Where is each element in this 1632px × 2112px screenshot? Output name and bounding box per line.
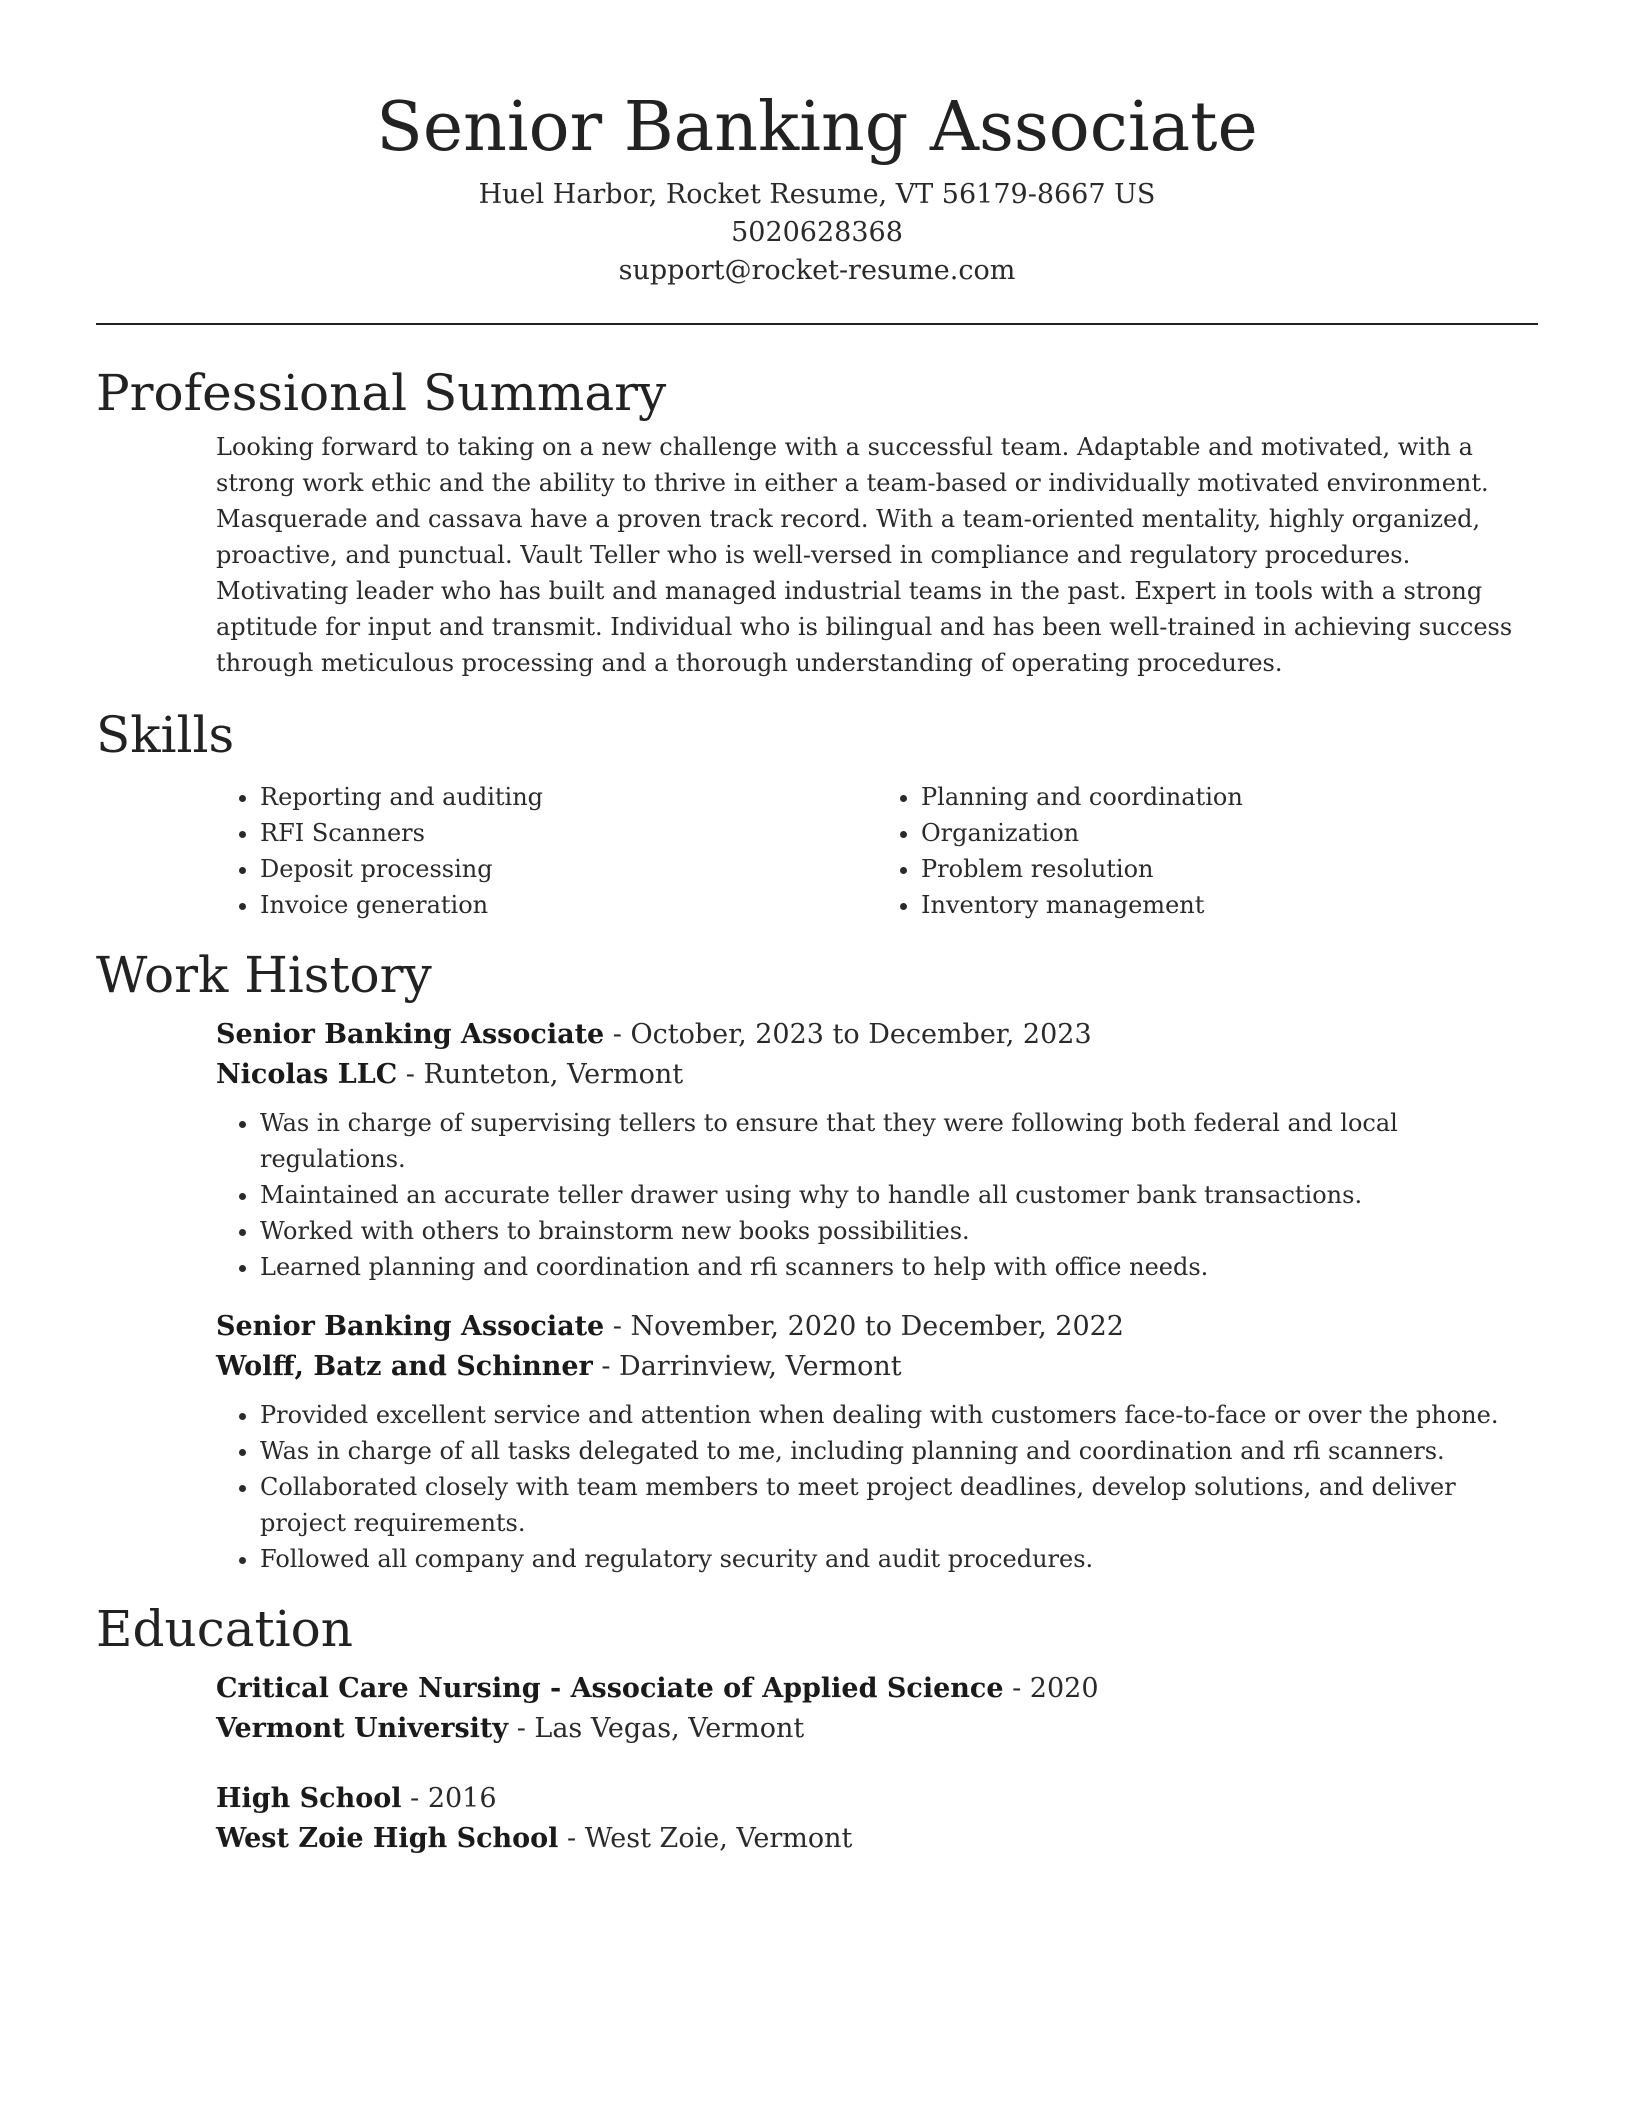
header-divider <box>96 323 1538 325</box>
email-address: support@rocket-resume.com <box>618 255 1016 286</box>
work-history-heading: Work History <box>96 946 432 1004</box>
job-bullet: • Provided excellent service and attention when dealing with customers face-to-face or over the phone. <box>260 1397 1538 1433</box>
job-bullets <box>216 1397 1538 1577</box>
address: Huel Harbor, Rocket Resume, VT 56179-8667 US <box>478 179 1156 210</box>
job-location: - Darrinview, Vermont <box>592 1351 902 1382</box>
education-school-line <box>216 1709 1538 1749</box>
skills-list <box>216 779 1538 923</box>
job-bullet: • Collaborated closely with team members to meet project deadlines, develop solutions, and deliver project requirements. <box>260 1469 1538 1541</box>
skill-item: • Problem resolution <box>921 851 1538 887</box>
education-entry <box>216 1779 1538 1859</box>
education-school: West Zoie High School <box>216 1823 559 1854</box>
job-company-line <box>216 1347 1538 1387</box>
job-company-line <box>216 1055 1538 1095</box>
education-year: - 2020 <box>1003 1673 1099 1704</box>
education-school-line <box>216 1819 1538 1859</box>
education-degree: Critical Care Nursing - Associate of Applied Science <box>216 1673 1004 1704</box>
skills-heading: Skills <box>96 706 235 764</box>
job-entry <box>216 1015 1538 1285</box>
education-location: - Las Vegas, Vermont <box>508 1713 805 1744</box>
education-degree-line <box>216 1669 1538 1709</box>
education-year: - 2016 <box>401 1783 497 1814</box>
job-dates: - November, 2020 to December, 2022 <box>604 1311 1124 1342</box>
job-bullet: • Was in charge of supervising tellers to ensure that they were following both federal and local regulations. <box>260 1105 1538 1177</box>
skill-item: • Inventory management <box>921 887 1538 923</box>
education-entry <box>216 1669 1538 1749</box>
job-bullet: • Maintained an accurate teller drawer using why to handle all customer bank transactions. <box>260 1177 1538 1213</box>
summary-text: Looking forward to taking on a new challenge with a successful team. Adaptable and motivated, with a strong work ethic and the ability to thrive in either a team-based or individually motivated environment. Masquerade and cassava have a proven track record. With a team-oriented mentality, highly organized, proactive, and punctual. Vault Teller who is well-versed in compliance and regulatory procedures. Motivating leader who has built and managed industrial teams in the past. Expert in tools with a strong aptitude for input and transmit. Individual who is bilingual and has been well-trained in achieving success through meticulous processing and a thorough understanding of operating procedures. <box>216 433 1513 677</box>
skill-item: • Planning and coordination <box>921 779 1538 815</box>
job-title-line <box>216 1307 1538 1347</box>
job-role: Senior Banking Associate <box>216 1311 605 1342</box>
education-degree-line <box>216 1779 1538 1819</box>
education-school: Vermont University <box>216 1713 509 1744</box>
skills-column-left <box>216 779 877 923</box>
job-title-line <box>216 1015 1538 1055</box>
skill-item: • Organization <box>921 815 1538 851</box>
skill-item: • Deposit processing <box>260 851 877 887</box>
job-bullet: • Was in charge of all tasks delegated to me, including planning and coordination and rfi scanners. <box>260 1433 1538 1469</box>
job-bullet: • Followed all company and regulatory security and audit procedures. <box>260 1541 1538 1577</box>
skills-column-right <box>877 779 1538 923</box>
phone-number: 5020628368 <box>731 217 903 248</box>
job-dates: - October, 2023 to December, 2023 <box>604 1019 1092 1050</box>
job-bullet: • Learned planning and coordination and rfi scanners to help with office needs. <box>260 1249 1538 1285</box>
skill-item: • Reporting and auditing <box>260 779 877 815</box>
resume-page <box>96 80 1538 1889</box>
work-history <box>216 1015 1538 1577</box>
skill-item: • Invoice generation <box>260 887 877 923</box>
job-company: Nicolas LLC <box>216 1059 398 1090</box>
job-bullet: • Worked with others to brainstorm new books possibilities. <box>260 1213 1538 1249</box>
summary-heading: Professional Summary <box>96 364 667 422</box>
skill-item: • RFI Scanners <box>260 815 877 851</box>
education-degree: High School <box>216 1783 402 1814</box>
job-company: Wolff, Batz and Schinner <box>216 1351 593 1382</box>
education-location: - West Zoie, Vermont <box>558 1823 853 1854</box>
job-bullets <box>216 1105 1538 1285</box>
resume-header <box>96 80 1538 290</box>
resume-title: Senior Banking Associate <box>376 88 1258 167</box>
education-heading: Education <box>96 1600 353 1658</box>
job-entry <box>216 1307 1538 1577</box>
education-list <box>216 1669 1538 1859</box>
job-role: Senior Banking Associate <box>216 1019 605 1050</box>
job-location: - Runteton, Vermont <box>397 1059 684 1090</box>
